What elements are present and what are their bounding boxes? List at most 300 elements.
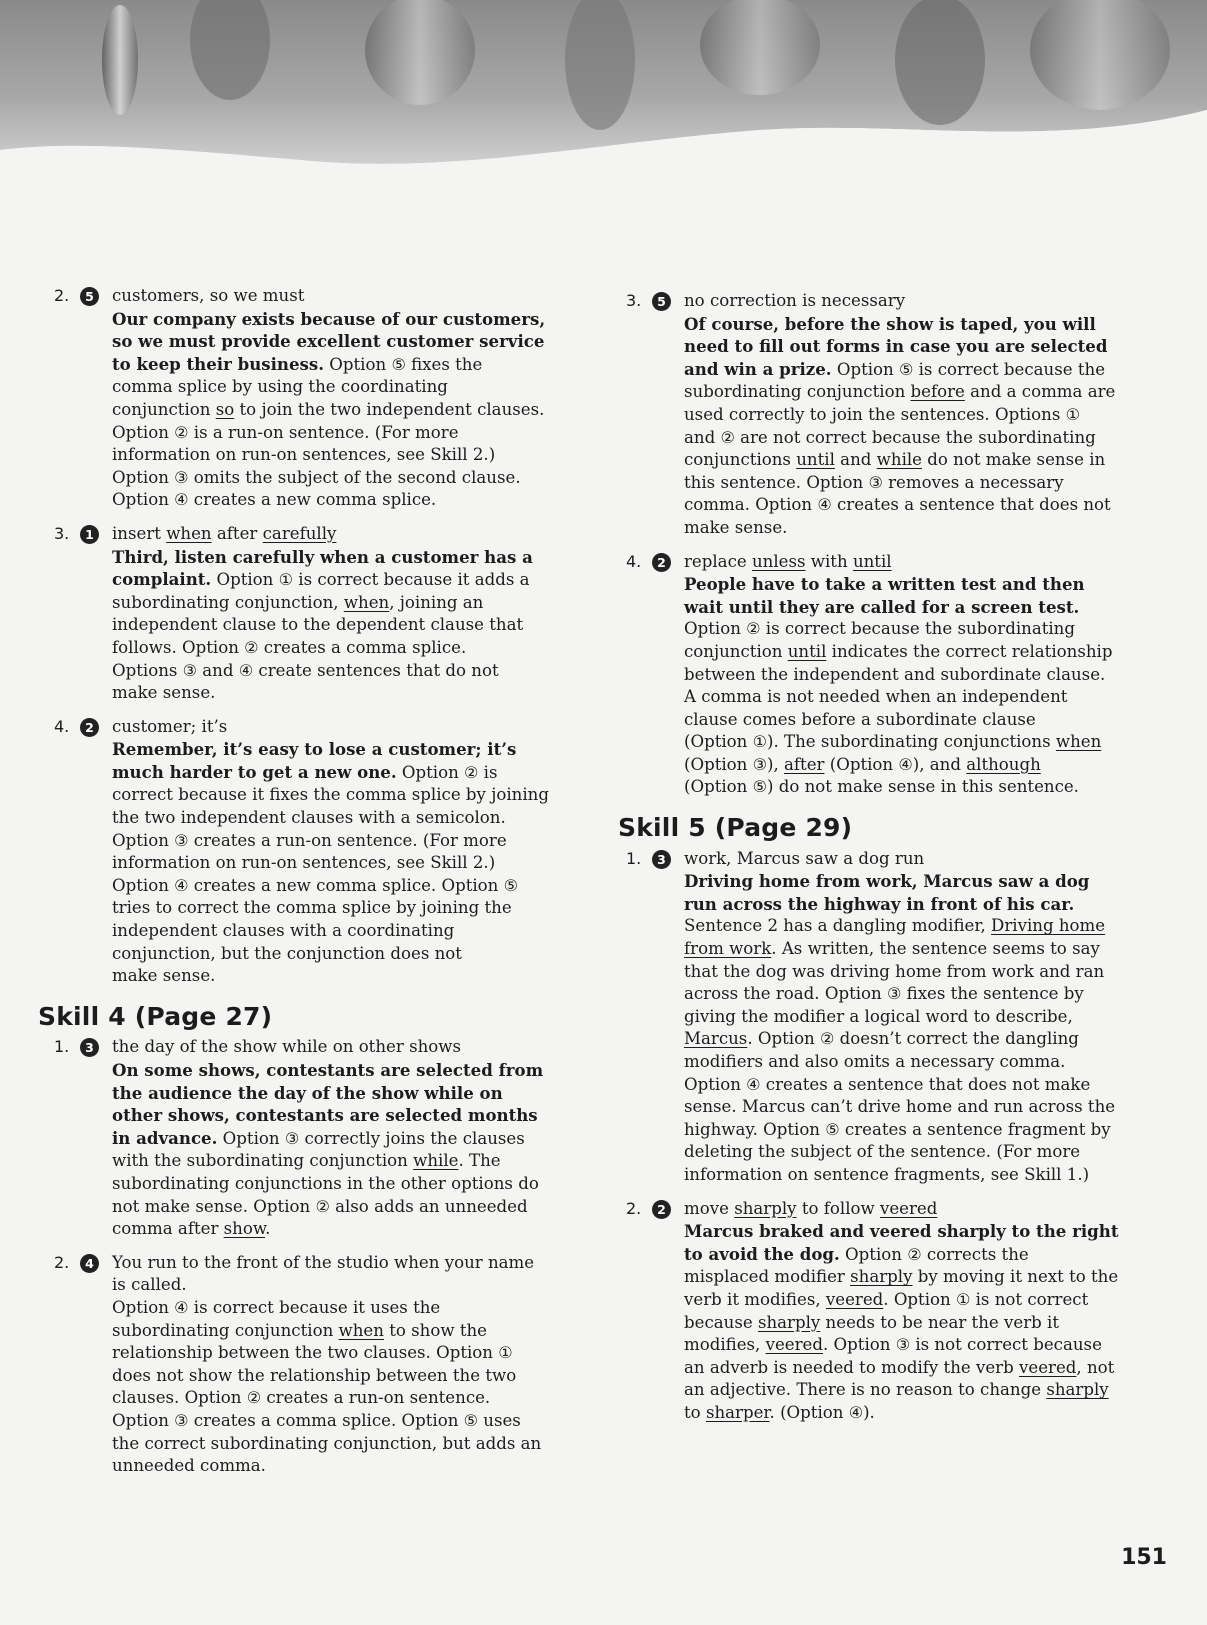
underlined-word: veered — [825, 1289, 884, 1309]
page-number: 151 — [1121, 1545, 1167, 1570]
text-segment: is — [478, 762, 498, 782]
text-segment: ), — [766, 754, 785, 774]
underlined-word: while — [876, 450, 922, 470]
underlined-word: veered — [1019, 1357, 1077, 1377]
underlined-word: before — [910, 382, 965, 402]
explanation-line — [112, 399, 570, 422]
text-segment: and — [834, 450, 877, 470]
text-segment: creates a sentence that does not make — [760, 1074, 1091, 1094]
text-segment: (Option — [684, 777, 753, 797]
text-segment: (Option — [684, 754, 753, 774]
answer-item — [50, 285, 570, 512]
text-segment: by moving it next to the — [912, 1267, 1119, 1287]
explanation-line — [684, 776, 1127, 799]
text-segment: replace — [684, 551, 752, 571]
text-segment: . As written, the sentence seems to say — [771, 939, 1100, 959]
option-number-symbol: ⑤ — [752, 777, 767, 797]
answer-correction — [684, 290, 1127, 313]
text-segment: tries to correct the comma splice by joining the — [112, 898, 512, 918]
text-segment: (Option — [824, 754, 899, 774]
text-segment: Option — [112, 1297, 175, 1317]
explanation-line — [684, 641, 1127, 664]
answer-correction — [684, 551, 1127, 574]
explanation-line — [684, 709, 1127, 732]
underlined-word: from work — [684, 939, 772, 959]
option-number-symbol: ③ — [895, 1335, 911, 1355]
explanation-line — [684, 517, 1127, 540]
explanation-line — [112, 965, 570, 988]
option-number-symbol: ④ — [238, 660, 254, 680]
text-segment: Option — [684, 1074, 747, 1094]
text-segment: subordinating conjunction — [112, 1320, 339, 1340]
explanation-line — [112, 353, 570, 377]
text-segment: deleting the subject of the sentence. (For more — [684, 1142, 1081, 1162]
option-number-symbol: ② — [907, 1244, 922, 1264]
text-segment: with the subordinating conjunction — [112, 1151, 414, 1171]
corrected-sentence-text: and win a prize. — [684, 358, 832, 379]
text-segment: highway. Option — [684, 1119, 826, 1139]
explanation-line — [112, 784, 570, 807]
text-segment: Option — [217, 1128, 285, 1148]
answer-choice-badge: 3 — [652, 850, 671, 869]
option-number-symbol: ② — [174, 422, 189, 442]
explanation-line — [684, 1220, 1127, 1243]
explanation-line — [112, 1297, 570, 1320]
text-segment: creates a comma splice. — [258, 637, 467, 657]
explanation-line — [684, 596, 1127, 619]
text-segment: creates a new comma splice. — [188, 490, 437, 510]
answer-list — [50, 1036, 570, 1477]
corrected-sentence-text: Marcus braked and veered sharply to the right — [684, 1221, 1119, 1242]
explanation-line — [112, 1274, 570, 1297]
text-segment: Option — [112, 467, 175, 487]
answer-list — [622, 290, 1127, 799]
text-segment: Option — [112, 1410, 175, 1430]
text-segment: sense. Marcus can’t drive home and run across the — [684, 1097, 1116, 1117]
explanation-line — [684, 754, 1127, 777]
question-number: 2. — [54, 286, 70, 305]
explanation-line — [112, 830, 570, 853]
text-segment: to — [684, 1402, 706, 1422]
text-segment: an adjective. There is no reason to change — [684, 1380, 1047, 1400]
explanation-line — [112, 897, 570, 920]
option-number-symbol: ④ — [174, 875, 189, 895]
explanation-line — [112, 1150, 570, 1173]
text-segment: the correct subordinating conjunction, but adds an — [112, 1433, 542, 1453]
text-segment: across the road. Option — [684, 984, 888, 1004]
explanation-line — [684, 573, 1127, 596]
option-number-symbol: ② — [464, 762, 479, 782]
corrected-sentence-text: Our company exists because of our customers, — [112, 308, 546, 329]
answer-list — [622, 848, 1127, 1425]
text-segment: after — [211, 523, 263, 543]
text-segment: to join the two independent clauses. — [234, 399, 545, 419]
option-number-symbol: ④ — [174, 1297, 189, 1317]
corrected-sentence-text: to avoid the dog. — [684, 1243, 840, 1264]
option-number-symbol: ④ — [817, 495, 832, 515]
text-segment: Option — [831, 359, 899, 379]
text-segment: fixes the — [405, 354, 483, 374]
text-segment: Sentence 2 has a dangling modifier, — [684, 916, 992, 936]
explanation-line — [112, 422, 570, 445]
text-segment: ). The subordinating conjunctions — [766, 732, 1056, 752]
explanation-line — [112, 852, 570, 875]
answer-item — [50, 523, 570, 705]
text-segment: that the dog was driving home from work and ran — [684, 961, 1105, 981]
text-segment: an adverb is needed to modify the verb — [684, 1357, 1020, 1377]
text-segment: Option — [839, 1244, 908, 1264]
option-number-symbol: ② — [720, 427, 735, 447]
corrected-sentence-text: other shows, contestants are selected months — [112, 1105, 538, 1126]
option-number-symbol: ④ — [746, 1074, 761, 1094]
text-segment: Option — [396, 762, 465, 782]
answer-choice-badge: 4 — [80, 1254, 99, 1273]
explanation-line — [684, 893, 1127, 916]
text-segment: misplaced modifier — [684, 1267, 851, 1287]
text-segment: creates a run-on sentence. (For more — [188, 830, 507, 850]
answer-choice-badge: 2 — [652, 1200, 671, 1219]
option-number-symbol: ② — [244, 637, 259, 657]
answer-correction — [684, 848, 1127, 871]
underlined-word: carefully — [262, 523, 337, 543]
question-number: 1. — [54, 1037, 70, 1057]
explanation-line — [112, 1196, 570, 1219]
underlined-word: Marcus — [684, 1029, 748, 1049]
left-column — [38, 285, 570, 1489]
question-number: 2. — [626, 1198, 642, 1218]
underlined-word: when — [166, 523, 212, 543]
underlined-word: unless — [751, 551, 806, 571]
text-segment: customer; it’s — [112, 716, 228, 736]
underlined-word: veered — [765, 1335, 823, 1355]
explanation-line — [112, 592, 570, 615]
answer-item — [50, 1036, 570, 1240]
text-segment: independent clauses with a coordinating — [112, 921, 455, 941]
underlined-word: when — [1055, 732, 1102, 752]
underlined-word: Driving home — [991, 916, 1106, 936]
explanation-line — [684, 938, 1127, 961]
answer-choice-badge: 5 — [80, 287, 99, 306]
underlined-word: sharply — [757, 1312, 821, 1332]
underlined-word: until — [852, 551, 892, 571]
option-number-symbol: ① — [498, 1343, 513, 1363]
text-segment: You run to the front of the studio when your name — [112, 1252, 535, 1272]
text-segment: . The — [458, 1151, 501, 1171]
explanation-line — [112, 614, 570, 637]
answer-correction — [112, 716, 570, 739]
text-segment: conjunctions — [684, 450, 797, 470]
explanation-line — [112, 943, 570, 966]
explanation-line — [112, 1410, 570, 1433]
explanation-line — [112, 920, 570, 943]
text-segment: create sentences that do not — [253, 660, 499, 680]
corrected-sentence-text: Of course, before the show is taped, you will — [684, 313, 1096, 334]
text-segment: because — [684, 1312, 758, 1332]
text-segment: information on run-on sentences, see Skill 2.) — [112, 853, 496, 873]
explanation-line — [684, 472, 1127, 495]
corrected-sentence-text: People have to take a written test and then — [684, 574, 1085, 595]
text-segment: is not correct because — [910, 1335, 1102, 1355]
underlined-word: while — [413, 1151, 459, 1171]
answer-choice-badge: 5 — [652, 292, 671, 311]
answer-correction — [112, 1252, 570, 1275]
text-segment: Option — [112, 490, 175, 510]
text-segment: conjunction — [684, 641, 788, 661]
question-number: 4. — [54, 716, 70, 736]
explanation-line — [112, 682, 570, 705]
text-segment: needs to be near the verb it — [820, 1312, 1060, 1332]
text-segment: giving the modifier a logical word to describe, — [684, 1006, 1073, 1026]
text-segment: is called. — [112, 1275, 187, 1295]
text-segment: to show the — [383, 1320, 487, 1340]
text-segment: . (Option — [769, 1402, 849, 1422]
underlined-word: until — [787, 641, 827, 661]
explanation-line — [112, 1387, 570, 1410]
explanation-line — [684, 449, 1127, 472]
explanation-line — [684, 664, 1127, 687]
text-segment: unneeded comma. — [112, 1456, 266, 1476]
explanation-line — [112, 637, 570, 660]
option-number-symbol: ⑤ — [503, 875, 518, 895]
underlined-word: sharply — [850, 1267, 913, 1287]
explanation-line — [684, 1164, 1127, 1187]
text-segment: ) do not make sense in this sentence. — [766, 777, 1079, 797]
corrected-sentence-text: wait until they are called for a screen test. — [684, 596, 1080, 617]
text-segment: independent clause to the dependent clause that — [112, 615, 524, 635]
text-segment: no correction is necessary — [684, 291, 906, 310]
explanation-line — [684, 335, 1127, 358]
text-segment: and — [197, 660, 239, 680]
explanation-line — [112, 761, 570, 785]
explanation-line — [684, 1006, 1127, 1029]
corrected-sentence-text: in advance. — [112, 1127, 218, 1148]
text-segment: creates a sentence that does not — [831, 495, 1111, 515]
section-title-skill-4: Skill 4 (Page 27) — [38, 1001, 273, 1031]
text-segment: are not correct because the subordinating — [734, 427, 1096, 447]
explanation-line — [684, 1402, 1127, 1425]
explanation-line — [112, 1320, 570, 1343]
text-segment: comma splice by using the coordinating — [112, 377, 448, 397]
text-segment: make sense. — [112, 966, 216, 986]
explanation-line — [684, 1028, 1127, 1051]
text-segment: , not — [1076, 1357, 1115, 1377]
text-segment: conjunction, but the conjunction does not — [112, 943, 462, 963]
answer-choice-badge: 2 — [652, 553, 671, 572]
option-number-symbol: ② — [315, 1196, 330, 1216]
explanation-line — [112, 660, 570, 683]
text-segment: (Option — [684, 732, 753, 752]
text-segment: Option — [112, 830, 175, 850]
option-number-symbol: ④ — [848, 1402, 864, 1422]
underlined-word: when — [338, 1320, 384, 1340]
option-number-symbol: ③ — [174, 1410, 189, 1430]
header-banner-image — [0, 0, 1207, 200]
option-number-symbol: ⑤ — [391, 354, 406, 374]
answer-correction — [684, 1198, 1127, 1221]
text-segment: comma. Option — [684, 495, 818, 515]
text-segment: follows. Option — [112, 637, 245, 657]
right-column — [618, 290, 1127, 1436]
text-segment: creates a run-on sentence. — [261, 1388, 491, 1408]
option-number-symbol: ③ — [182, 660, 198, 680]
option-number-symbol: ② — [246, 1388, 262, 1408]
question-number: 4. — [626, 551, 642, 571]
explanation-line — [684, 686, 1127, 709]
explanation-line — [684, 1243, 1127, 1267]
option-number-symbol: ② — [746, 619, 761, 639]
text-segment: does not show the relationship between the two — [112, 1365, 517, 1385]
explanation-line — [112, 376, 570, 399]
text-segment: uses — [478, 1410, 521, 1430]
explanation-line — [112, 1059, 570, 1082]
option-number-symbol: ③ — [752, 754, 767, 774]
option-number-symbol: ② — [820, 1029, 835, 1049]
answer-correction — [112, 1036, 570, 1059]
text-segment: subordinating conjunction — [684, 382, 911, 402]
explanation-line — [684, 1289, 1127, 1312]
option-number-symbol: ① — [278, 570, 293, 590]
option-number-symbol: ③ — [868, 472, 883, 492]
explanation-line — [112, 875, 570, 898]
text-segment: Option — [684, 619, 747, 639]
text-segment: comma after — [112, 1219, 224, 1239]
option-number-symbol: ① — [752, 732, 767, 752]
text-segment: subordinating conjunctions in the other options do — [112, 1173, 539, 1193]
explanation-line — [684, 494, 1127, 517]
explanation-line — [684, 870, 1127, 893]
corrected-sentence-text: Remember, it’s easy to lose a customer; it’s — [112, 739, 517, 760]
explanation-line — [112, 1433, 570, 1456]
underlined-word: after — [784, 754, 825, 774]
text-segment: A comma is not needed when an independent — [684, 687, 1068, 707]
explanation-line — [112, 1104, 570, 1127]
corrected-sentence-text: much harder to get a new one. — [112, 761, 397, 782]
explanation-line — [684, 983, 1127, 1006]
text-segment: Option — [112, 422, 175, 442]
text-segment: the two independent clauses with a semicolon. — [112, 808, 506, 828]
underlined-word: sharper — [705, 1402, 770, 1422]
option-number-symbol: ① — [955, 1289, 971, 1309]
option-number-symbol: ③ — [284, 1128, 300, 1148]
text-segment: to follow — [796, 1198, 880, 1218]
text-segment: do not make sense in — [922, 450, 1106, 470]
question-number: 2. — [54, 1252, 70, 1272]
explanation-line — [684, 1357, 1127, 1380]
option-number-symbol: ⑤ — [899, 359, 914, 379]
explanation-line — [112, 1455, 570, 1478]
explanation-line — [112, 568, 570, 592]
text-segment: not make sense. Option — [112, 1196, 316, 1216]
text-segment: modifies, — [684, 1335, 766, 1355]
corrected-sentence-text: need to fill out forms in case you are selected — [684, 336, 1108, 357]
option-number-symbol: ⑤ — [825, 1119, 840, 1139]
text-segment: is a run-on sentence. (For more — [188, 422, 459, 442]
answer-correction — [112, 285, 570, 308]
text-segment: indicates the correct relationship — [826, 641, 1113, 661]
explanation-line — [112, 444, 570, 467]
option-number-symbol: ① — [1065, 404, 1080, 424]
answer-correction — [112, 523, 570, 546]
answer-item — [622, 1198, 1127, 1425]
explanation-line — [112, 1127, 570, 1151]
explanation-line — [684, 1051, 1127, 1074]
corrected-sentence-text: Third, listen carefully when a customer has a — [112, 546, 533, 567]
question-number: 3. — [54, 523, 70, 543]
underlined-word: veered — [879, 1198, 938, 1218]
explanation-line — [684, 404, 1127, 427]
text-segment: clauses. Option — [112, 1388, 247, 1408]
text-segment: is correct because it uses the — [188, 1297, 441, 1317]
answer-item — [622, 848, 1127, 1187]
explanation-line — [112, 489, 570, 512]
answer-choice-badge: 3 — [80, 1038, 99, 1057]
option-number-symbol: ③ — [174, 830, 189, 850]
explanation-line — [112, 1082, 570, 1105]
answer-choice-badge: 1 — [80, 525, 99, 544]
explanation-line — [112, 738, 570, 761]
text-segment: also adds an unneeded — [329, 1196, 528, 1216]
explanation-line — [112, 546, 570, 569]
text-segment: correct because it fixes the comma splice by joining — [112, 785, 549, 805]
explanation-line — [112, 308, 570, 331]
corrected-sentence-text: so we must provide excellent customer service — [112, 331, 545, 352]
text-segment: modifiers and also omits a necessary comma. — [684, 1052, 1066, 1071]
underlined-word: show — [223, 1219, 266, 1239]
text-segment: conjunction — [112, 399, 216, 419]
text-segment: fixes the sentence by — [901, 984, 1084, 1004]
text-segment: Options — [112, 660, 183, 680]
explanation-line — [112, 1173, 570, 1196]
explanation-line — [112, 467, 570, 490]
text-segment: corrects the — [921, 1244, 1029, 1264]
question-number: 3. — [626, 291, 642, 310]
underlined-word: sharply — [1046, 1380, 1109, 1400]
explanation-line — [112, 1365, 570, 1388]
text-segment: used correctly to join the sentences. Options — [684, 404, 1066, 424]
explanation-line — [684, 1266, 1127, 1289]
text-segment: this sentence. Option — [684, 472, 869, 492]
text-segment: subordinating conjunction, — [112, 592, 344, 612]
text-segment: doesn’t correct the dangling — [834, 1029, 1079, 1049]
text-segment: creates a sentence fragment by — [839, 1119, 1111, 1139]
text-segment: work, Marcus saw a dog run — [684, 848, 925, 868]
option-number-symbol: ④ — [174, 490, 189, 510]
text-segment: is correct because the subordinating — [760, 619, 1075, 639]
text-segment: Option — [211, 570, 279, 590]
text-segment: . Option — [883, 1289, 956, 1309]
corrected-sentence-text: the audience the day of the show while on — [112, 1082, 503, 1103]
text-segment: with — [805, 551, 853, 571]
explanation-line — [684, 1074, 1127, 1097]
underlined-word: until — [796, 450, 835, 470]
explanation-line — [684, 731, 1127, 754]
corrected-sentence-text: run across the highway in front of his car. — [684, 893, 1075, 914]
answer-item — [50, 716, 570, 988]
option-number-symbol: ③ — [174, 467, 189, 487]
text-segment: and a comma are — [964, 382, 1116, 402]
text-segment: clause comes before a subordinate clause — [684, 709, 1036, 729]
text-segment: creates a new comma splice. Option — [188, 875, 504, 895]
text-segment: is correct because it adds a — [292, 570, 530, 590]
text-segment: move — [684, 1198, 735, 1218]
text-segment: . Option — [823, 1335, 896, 1355]
explanation-line — [112, 1342, 570, 1365]
text-segment: removes a necessary — [882, 472, 1064, 492]
text-segment: Option — [324, 354, 392, 374]
explanation-line — [684, 358, 1127, 382]
option-number-symbol: ③ — [887, 984, 902, 1004]
answer-list — [50, 285, 570, 988]
